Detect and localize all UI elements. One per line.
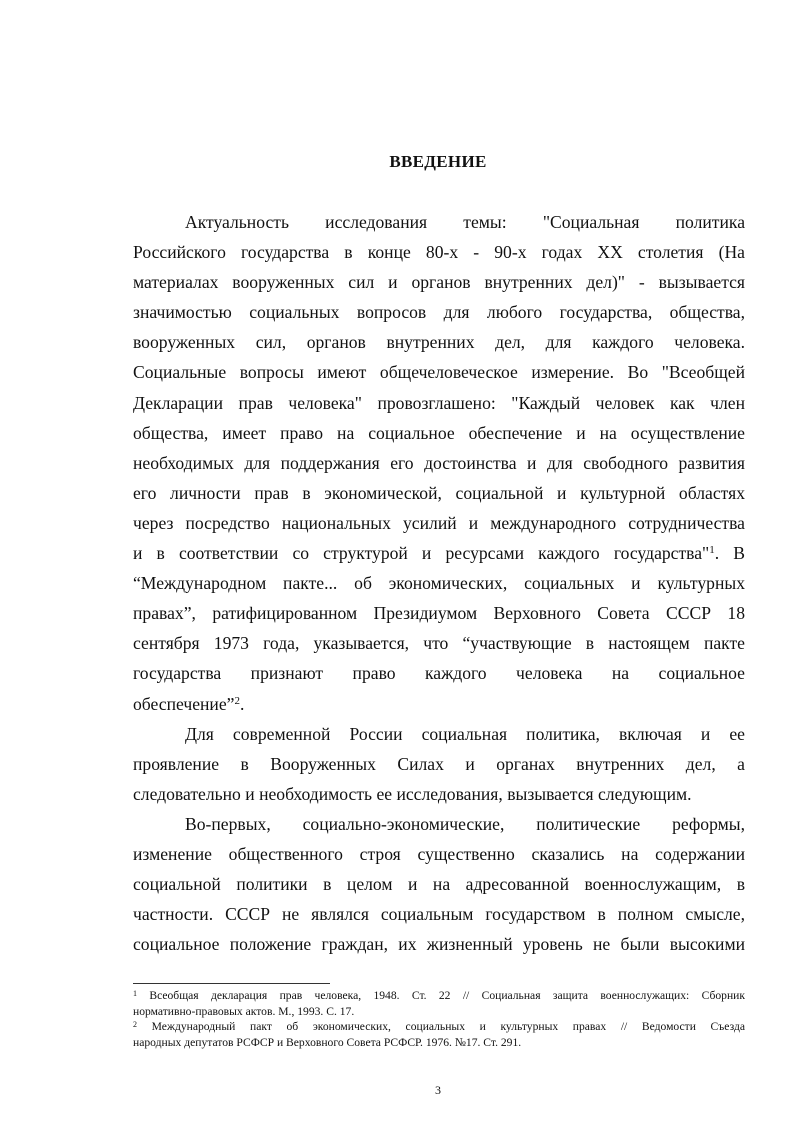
text-line: следовательно и необходимость ее исследования, вызывается следующим. — [133, 783, 692, 804]
text-line: государства признают право каждого человека на социальное — [133, 663, 745, 684]
footnote-ref[interactable]: 2 — [234, 694, 240, 707]
footnote-1 — [133, 988, 745, 1004]
text-segment: обеспечение” — [133, 693, 235, 714]
text-line: через посредство национальных усилий и международного сотрудничества — [133, 512, 745, 533]
footnote-number: 2 — [133, 1020, 137, 1030]
text-line: “Международном пакте... об экономических, социальных и культурных — [133, 573, 745, 594]
footnote-ref[interactable]: 1 — [709, 544, 715, 557]
text-line: общества, имеет право на социальное обеспечение и на осуществление — [133, 422, 745, 443]
text-line: значимостью социальных вопросов для любого государства, общества, — [133, 302, 745, 323]
text-line: Социальные вопросы имеют общечеловеческое измерение. Во "Всеобщей — [133, 362, 745, 383]
text-segment: . В — [714, 543, 745, 564]
text-line — [133, 689, 745, 719]
text-line: необходимых для поддержания его достоинства и для свободного развития — [133, 452, 745, 473]
text-line: правах”, ратифицированном Президиумом Верховного Совета СССР 18 — [133, 603, 745, 624]
body-text — [133, 207, 745, 959]
text-line: Российского государства в конце 80-х - 90-х годах XX столетия (На — [133, 242, 745, 263]
text-line: социальное положение граждан, их жизненный уровень не были высокими — [133, 934, 745, 955]
text-line: проявление в Вооруженных Силах и органах внутренних дел, а — [133, 753, 745, 774]
footnote-2 — [133, 1019, 745, 1035]
text-line: Для современной России социальная политика, включая и ее — [185, 723, 745, 744]
footnote-2-cont: народных депутатов РСФСР и Верховного Совета РСФСР. 1976. №17. Ст. 291. — [133, 1035, 522, 1049]
text-line: частности. СССР не являлся социальным государством в полном смысле, — [133, 904, 745, 925]
footnote-text: Международный пакт об экономических, социальных и культурных правах // Ведомости Съезда — [151, 1020, 745, 1034]
text-line: вооруженных сил, органов внутренних дел, для каждого человека. — [133, 332, 745, 353]
page-number: 3 — [435, 1083, 441, 1097]
text-segment: и в соответствии со структурой и ресурсами каждого государства" — [133, 543, 710, 564]
footnote-text: Всеобщая декларация прав человека, 1948. Ст. 22 // Социальная защита военнослужащих: Сборник — [149, 989, 746, 1002]
text-line: Декларации прав человека" провозглашено: "Каждый человек как член — [133, 392, 745, 413]
section-title: ВВЕДЕНИЕ — [389, 152, 487, 171]
text-line: социальной политики в целом и на адресованной военнослужащим, в — [133, 874, 745, 895]
text-line — [133, 538, 745, 568]
text-line: изменение общественного строя существенно сказались на содержании — [133, 843, 745, 864]
footnote-number: 1 — [133, 989, 137, 998]
footnotes — [133, 988, 745, 1050]
text-line: его личности прав в экономической, социальной и культурной областях — [133, 482, 745, 503]
text-line: Во-первых, социально-экономические, политические реформы, — [185, 813, 745, 834]
text-line: сентября 1973 года, указывается, что “участвующие в настоящем пакте — [133, 633, 745, 654]
text-line: материалах вооруженных сил и органов внутренних дел)" - вызывается — [133, 272, 745, 293]
text-segment: . — [239, 693, 245, 714]
footnote-1-cont: нормативно-правовых актов. М., 1993. С. 17. — [133, 1004, 355, 1018]
text-line: Актуальность исследования темы: "Социальная политика — [185, 212, 745, 232]
footnote-separator — [133, 983, 330, 984]
